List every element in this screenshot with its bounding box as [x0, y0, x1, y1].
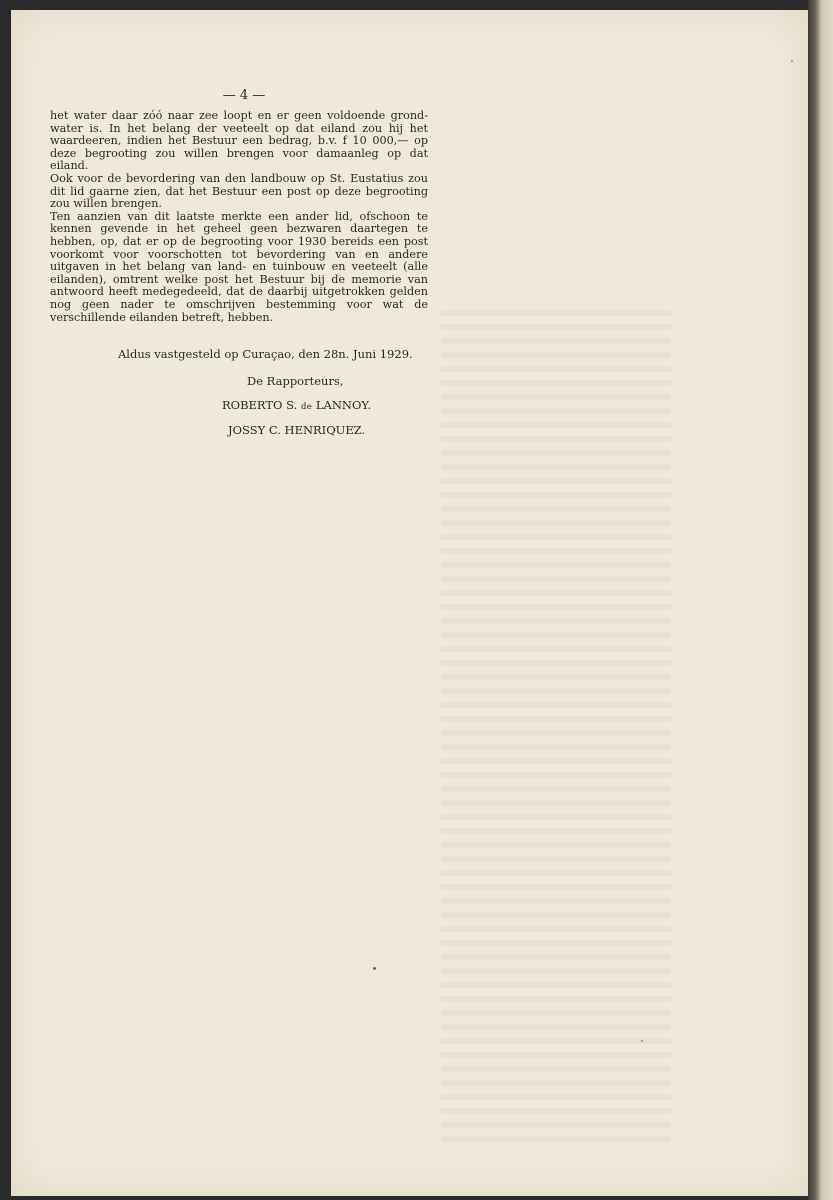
paper-speck: [373, 967, 376, 970]
signatory-particle: de: [300, 402, 313, 412]
signatory-name: [222, 398, 371, 412]
closing-line: Aldus vastgesteld op Curaçao, den 28n. Juni 1929.: [118, 347, 413, 361]
signatory-name: JOSSY C. HENRIQUEZ.: [228, 423, 366, 437]
signatories-title: De Rapporteurs,: [247, 374, 344, 388]
paragraph: Ook voor de bevordering van den landbouw op St. Eustatius zou dit lid gaarne zien, dat het Bestuur een post op deze begrooting zou willen brengen.: [50, 171, 428, 211]
body-text: [50, 110, 428, 324]
page-number: — 4 —: [222, 88, 266, 103]
paragraph: het water daar zóó naar zee loopt en er geen voldoende grondwater is. In het belang der veeteelt op dat eiland zou hij het waardeeren, indien het Bestuur een bedrag, b.v. f 10 000,— op deze begrooting zou willen brengen voor damaanleg op dat eiland.: [50, 109, 428, 173]
show-through-text: [441, 310, 671, 1150]
signatory-first-name: ROBERTO S.: [222, 398, 298, 412]
paragraph: Ten aanzien van dit laatste merkte een ander lid, ofschoon te kennen gevende in het geheel geen bezwaren daartegen te hebben, op, dat er op de begrooting voor 1930 bereids een post voorkomt voor voorschotten tot bevordering van en andere uitgaven in het belang van land- en tuinbouw en veeteelt (alle eilanden), omtrent welke post het Bestuur bij de memorie van antwoord heeft medegedeeld, dat de daarbij uitgetrokken gelden nog geen nader te omschrijven bestemming voor wat de verschillende eilanden betreft, hebben.: [50, 209, 428, 324]
signatory-last-name: LANNOY.: [315, 398, 372, 412]
paper-speck: [791, 60, 793, 62]
page-edge: [808, 0, 833, 1200]
paper-speck: [641, 1040, 643, 1042]
